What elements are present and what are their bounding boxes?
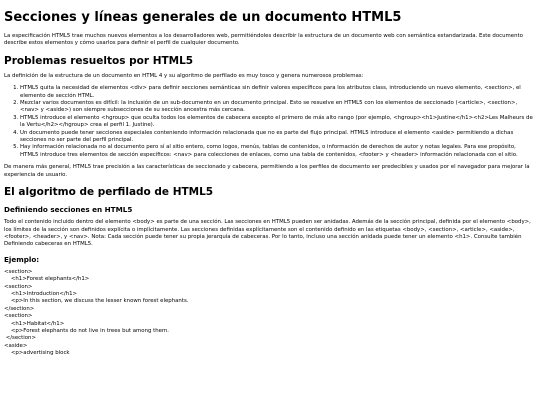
code-line: <h1>Introduction</h1>: [4, 290, 78, 297]
algorithm-heading: El algoritmo de perfilado de HTML5: [4, 186, 214, 199]
code-line: <h1>Habitat</h1>: [4, 320, 65, 327]
list-item: 1. HTML5 quita la necesidad de elementos <div> para definir secciones semánticas sin definir valores específicos para los atributos class, introduciendo un nuevo elemento, <section>, el elemento de sección HTML.: [20, 85, 534, 100]
code-line: <h1>Forest elephants</h1>: [4, 276, 90, 283]
code-line: <section>: [4, 268, 33, 275]
list-item: 4. Un documento puede tener secciones especiales conteniendo información relacionada que no es parte del flujo principal. HTML5 introduce el elemento <aside> permitiendo a dichas secciones no ser parte del perfil principal.: [20, 130, 534, 145]
code-line: <p>advertising block: [4, 350, 70, 357]
page-title: Secciones y líneas generales de un documento HTML5: [4, 10, 402, 25]
code-line: <aside>: [4, 342, 28, 349]
code-line: <p>In this section, we discuss the lesser known forest elephants.: [4, 298, 189, 305]
problems-heading: Problemas resueltos por HTML5: [4, 54, 194, 67]
list-item: 2. Mezclar varios documentos es difícil: la inclusión de un sub-documento en un documento principal. Esto se resuelve en HTML5 con los elementos de seccionado (<article>, <section>, <nav> y <aside>) son siempre subsecciones de su sección ancestra más cercana.: [20, 100, 534, 115]
problems-lead: La definición de la estructura de un documento en HTML 4 y su algoritmo de perfilado es muy tosco y genera numerosos problemas:: [4, 72, 364, 79]
code-line: <section>: [4, 313, 33, 320]
algorithm-subheading: Definiendo secciones en HTML5: [4, 205, 133, 215]
list-item: 5. Hay información relacionada no al documento pero sí al sitio entero, como logos, menús, tablas de contenidos, o información de derechos de autor y notas legales. Para ese propósito, HTML5 introduce tres elementos de sección específicos: <nav> para colecciones de enlaces, como una tabla de contenidos, <footer> y <header> información relacionada con el sitio.: [20, 144, 534, 159]
algorithm-body: Todo el contenido incluido dentro del elemento <body> es parte de una sección. Las secciones en HTML5 pueden ser anidadas. Además de la sección principal, definida por el elemento <body>, los límites de la sección son definidos explícita o implícitamente. Las secciones definidas explícitamente son el contenido definido en las etiquetas <body>, <section>, <article>, <aside>, <footer>, <header>, y <nav>. Nota: Cada sección puede tener su propia jerarquía de cabeceras. Por lo tanto, incluso una sección anidada puede tener un elemento <h1>. Consulte también Definiendo cabeceras en HTML5.: [4, 219, 531, 248]
intro-paragraph: La especificación HTML5 trae muchos nuevos elementos a los desarrolladores web, permitiéndoles describir la estructura de un documento web con semántica estandarizada. Este documento describe estos elementos y cómo usarlos para definir el perfil de cualquier documento.: [4, 33, 523, 47]
code-line: <p>Forest elephants do not live in trees but among them.: [4, 327, 169, 334]
list-item: 3. HTML5 introduce el elemento <hgroup> que oculta todos los elementos de cabecera excepto el primero de más alto rango (por ejemplo, <hgroup><h1>Justine</h1><h2>Les Malheurs de la Vertu</h2></hgroup> crea el perfil 1. Justine).: [20, 115, 534, 130]
code-line: <section>: [4, 283, 33, 290]
problems-list: [4, 85, 534, 159]
code-line: </section>: [4, 305, 35, 312]
code-line: </section>: [4, 335, 36, 342]
problems-closing: De manera más general, HTML5 trae precisión a las características de seccionado y cabecera, permitiendo a los perfiles de documento ser predecibles y usados por el navegador para mejorar la experiencia de usuario.: [4, 164, 530, 178]
example-label: Ejemplo:: [4, 254, 40, 264]
code-example: [4, 269, 534, 358]
